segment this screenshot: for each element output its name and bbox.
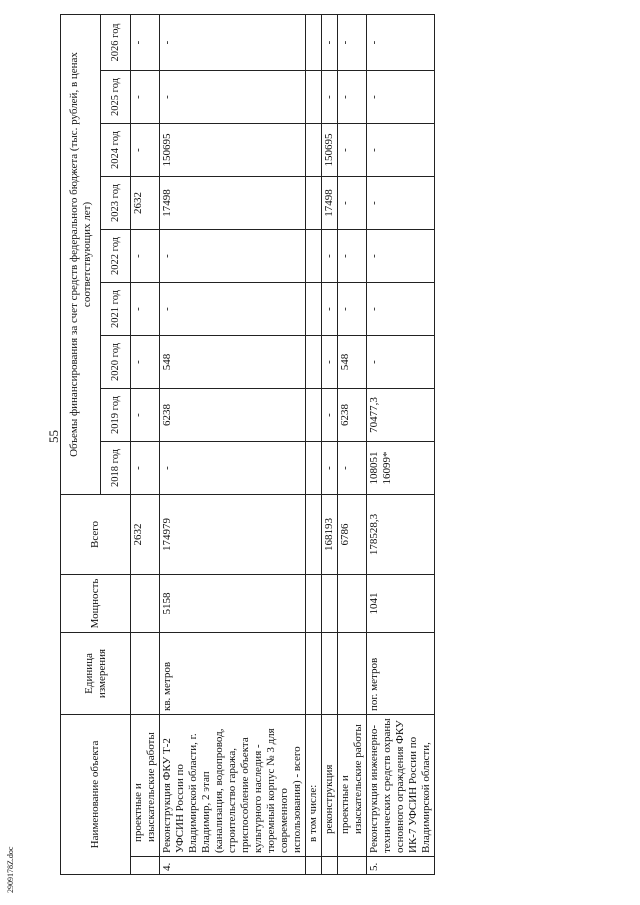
year-value-cell: - [131, 123, 160, 176]
unit-cell [322, 632, 338, 714]
header-capacity: Мощность [61, 574, 131, 632]
rotated-table-container [60, 15, 640, 875]
year-value-cell: - [160, 441, 306, 494]
table-row [322, 14, 338, 874]
year-value-cell: 17498 [160, 176, 306, 229]
year-value-cell: - [367, 70, 435, 123]
year-value-cell: - [131, 441, 160, 494]
row-index [131, 857, 160, 875]
year-value-cell: - [131, 70, 160, 123]
table-row [338, 14, 367, 874]
unit-cell [131, 632, 160, 714]
page-number: 55 [46, 430, 61, 443]
year-header: 2020 год [101, 335, 131, 388]
header-name: Наименование объекта [61, 714, 131, 874]
year-value-cell: - [338, 14, 367, 70]
row-index: 4. [160, 857, 306, 875]
year-header: 2019 год [101, 388, 131, 441]
year-value-cell [306, 229, 322, 282]
header-unit: Единица измерения [61, 632, 131, 714]
year-value-cell: - [322, 335, 338, 388]
year-value-cell: 150695 [160, 123, 306, 176]
year-value-cell [306, 70, 322, 123]
year-value-cell [306, 441, 322, 494]
year-value-cell: - [367, 123, 435, 176]
year-value-cell [306, 176, 322, 229]
year-value-cell: - [367, 176, 435, 229]
year-value-cell: 2632 [131, 176, 160, 229]
year-value-cell [306, 14, 322, 70]
unit-cell [306, 632, 322, 714]
capacity-cell [322, 574, 338, 632]
year-value-cell: - [160, 14, 306, 70]
year-value-cell: 70477,3 [367, 388, 435, 441]
year-value-cell: 6238 [160, 388, 306, 441]
table-row [306, 14, 322, 874]
year-value-cell: - [322, 441, 338, 494]
year-value-cell: - [367, 282, 435, 335]
total-cell: 2632 [131, 494, 160, 574]
year-value-cell: - [338, 282, 367, 335]
year-header: 2025 год [101, 70, 131, 123]
year-value-cell: - [131, 335, 160, 388]
year-value-cell: - [131, 229, 160, 282]
total-cell: 174979 [160, 494, 306, 574]
funding-table [60, 14, 435, 875]
year-value-cell: - [338, 229, 367, 282]
year-value-cell: - [160, 229, 306, 282]
row-index: 5. [367, 857, 435, 875]
year-value-cell [306, 335, 322, 388]
table-row [367, 14, 435, 874]
capacity-cell [131, 574, 160, 632]
unit-cell: кв. метров [160, 632, 306, 714]
year-header: 2022 год [101, 229, 131, 282]
object-name: в том числе: [306, 714, 322, 856]
total-cell [306, 494, 322, 574]
total-cell: 6786 [338, 494, 367, 574]
year-value-cell: - [338, 70, 367, 123]
total-cell: 168193 [322, 494, 338, 574]
year-value-cell: 108051 16099* [367, 441, 435, 494]
year-value-cell: - [367, 14, 435, 70]
header-funding: Объемы финансирования за счет средств федерального бюджета (тыс. рублей, в ценах соответствующих лет) [61, 14, 101, 494]
year-value-cell: - [131, 388, 160, 441]
year-value-cell: 548 [338, 335, 367, 388]
footer-code: 2909178Z.doc [6, 846, 15, 893]
year-header: 2026 год [101, 14, 131, 70]
year-value-cell: - [338, 441, 367, 494]
table-row [160, 14, 306, 874]
year-value-cell: - [367, 229, 435, 282]
capacity-cell: 5158 [160, 574, 306, 632]
unit-cell: пог. метров [367, 632, 435, 714]
year-value-cell: - [338, 176, 367, 229]
year-value-cell: - [160, 70, 306, 123]
unit-cell [338, 632, 367, 714]
table-row [131, 14, 160, 874]
header-total: Всего [61, 494, 131, 574]
capacity-cell [338, 574, 367, 632]
year-value-cell: - [322, 388, 338, 441]
year-value-cell [306, 388, 322, 441]
year-value-cell: - [131, 282, 160, 335]
object-name: Реконструкция инженерно-технических средств охраны основного ограждения ФКУ ИК-7 УФСИН России по Владимирской области, [367, 714, 435, 856]
row-index [322, 857, 338, 875]
capacity-cell: 1041 [367, 574, 435, 632]
year-value-cell: - [338, 123, 367, 176]
year-value-cell: - [322, 70, 338, 123]
year-header: 2018 год [101, 441, 131, 494]
year-value-cell [306, 282, 322, 335]
year-value-cell: 150695 [322, 123, 338, 176]
year-value-cell: 6238 [338, 388, 367, 441]
object-name: реконструкция [322, 714, 338, 856]
year-value-cell: - [367, 335, 435, 388]
year-value-cell: 548 [160, 335, 306, 388]
row-index [306, 857, 322, 875]
year-value-cell: - [131, 14, 160, 70]
year-value-cell: - [322, 282, 338, 335]
object-name: проектные и изыскательские работы [338, 714, 367, 856]
year-header: 2021 год [101, 282, 131, 335]
year-header: 2023 год [101, 176, 131, 229]
year-value-cell: - [322, 14, 338, 70]
year-value-cell: 17498 [322, 176, 338, 229]
table-body [131, 14, 435, 874]
row-index [338, 857, 367, 875]
year-header: 2024 год [101, 123, 131, 176]
year-value-cell [306, 123, 322, 176]
object-name: Реконструкция ФКУ Т-2 УФСИН России по Владимирской области, г. Владимир, 2 этап (канализация, водопровод, строительство гаража, приспособление объекта культурного наследия - тюремный корпус № 3 для современного использования) - всего [160, 714, 306, 856]
total-cell: 178528,3 [367, 494, 435, 574]
capacity-cell [306, 574, 322, 632]
year-value-cell: - [160, 282, 306, 335]
object-name: проектные и изыскательские работы [131, 714, 160, 856]
year-value-cell: - [322, 229, 338, 282]
